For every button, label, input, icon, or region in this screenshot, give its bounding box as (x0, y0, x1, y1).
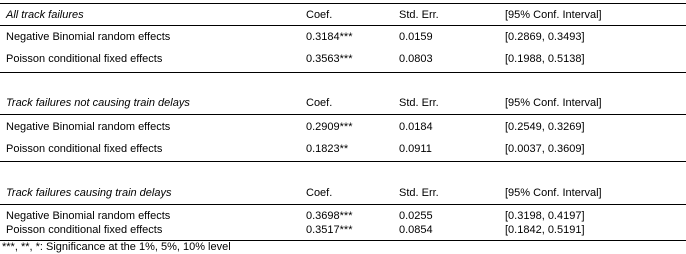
row-label: Negative Binomial random effects (6, 31, 171, 43)
coef-value: 0.3698*** (306, 210, 353, 222)
table-row (0, 49, 686, 69)
header-rule (0, 25, 686, 26)
section-rule (0, 161, 686, 162)
std-err-value: 0.0803 (399, 53, 433, 65)
column-header-coef: Coef. (306, 9, 333, 21)
column-header-conf-interval: [95% Conf. Interval] (505, 9, 602, 21)
coef-value: 0.3563*** (306, 53, 353, 65)
coef-value: 0.1823** (306, 143, 349, 155)
section-rule (0, 72, 686, 73)
conf-interval-value: [0.2549, 0.3269] (505, 121, 585, 133)
row-label: Poisson conditional fixed effects (6, 143, 163, 155)
std-err-value: 0.0255 (399, 210, 433, 222)
header-rule (0, 204, 686, 205)
table-row (0, 139, 686, 159)
std-err-value: 0.0159 (399, 31, 433, 43)
conf-interval-value: [0.1988, 0.5138] (505, 53, 585, 65)
section-header (0, 93, 686, 113)
row-label: Poisson conditional fixed effects (6, 53, 163, 65)
std-err-value: 0.0184 (399, 121, 433, 133)
std-err-value: 0.0911 (399, 143, 432, 155)
conf-interval-value: [0.0037, 0.3609] (505, 143, 585, 155)
column-header-conf-interval: [95% Conf. Interval] (505, 187, 602, 199)
section-title: Track failures causing train delays (6, 187, 172, 199)
row-label: Negative Binomial random effects (6, 210, 171, 222)
coef-value: 0.3517*** (306, 224, 353, 236)
coef-value: 0.2909*** (306, 121, 353, 133)
column-header-std-err: Std. Err. (399, 187, 439, 199)
conf-interval-value: [0.3198, 0.4197] (505, 210, 585, 222)
table-row (0, 27, 686, 47)
row-label: Poisson conditional fixed effects (6, 224, 163, 236)
column-header-coef: Coef. (306, 97, 333, 109)
section-title: Track failures not causing train delays (6, 97, 190, 109)
top-rule (0, 3, 686, 4)
header-rule (0, 114, 686, 115)
table-row (0, 117, 686, 137)
table-row (0, 220, 686, 240)
row-label: Negative Binomial random effects (6, 121, 171, 133)
coef-value: 0.3184*** (306, 31, 353, 43)
conf-interval-value: [0.2869, 0.3493] (505, 31, 585, 43)
conf-interval-value: [0.1842, 0.5191] (505, 224, 585, 236)
significance-footnote: ***, **, *: Significance at the 1%, 5%, 10% level (2, 241, 231, 253)
std-err-value: 0.0854 (399, 224, 433, 236)
section-header (0, 183, 686, 203)
section-header (0, 5, 686, 25)
column-header-std-err: Std. Err. (399, 9, 439, 21)
section-title: All track failures (6, 9, 84, 21)
column-header-coef: Coef. (306, 187, 333, 199)
column-header-conf-interval: [95% Conf. Interval] (505, 97, 602, 109)
column-header-std-err: Std. Err. (399, 97, 439, 109)
